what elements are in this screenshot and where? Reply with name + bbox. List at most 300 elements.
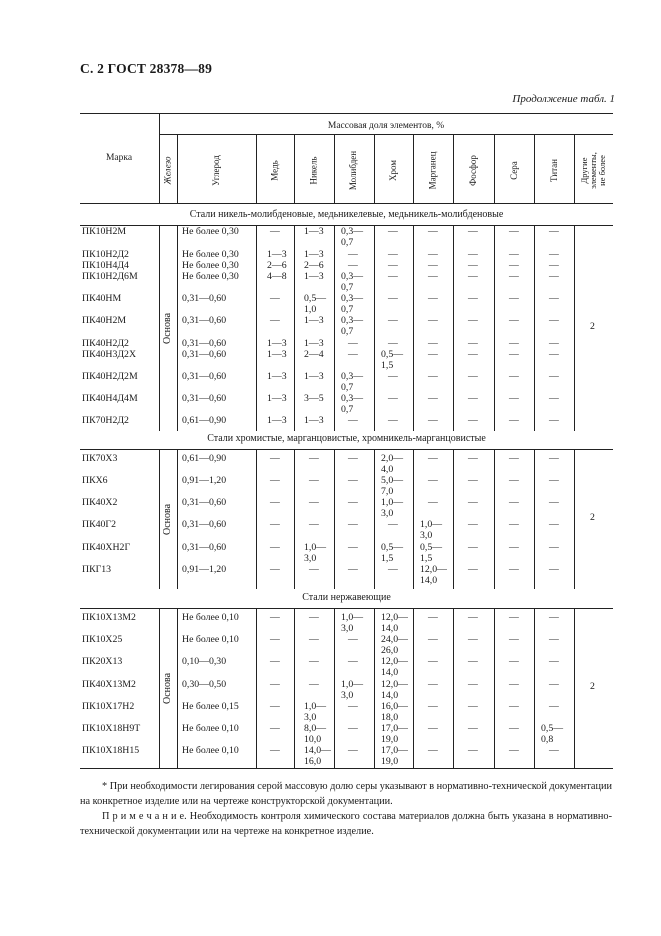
carbon-value: 0,10—0,30 [182,656,227,667]
grade-name: ПКГ13 [82,564,112,575]
molybdenum-value: — [348,745,358,756]
chromium-value: 2,0— 4,0 [381,453,404,476]
carbon-value: 0,31—0,60 [182,349,227,360]
column-divider [334,608,335,768]
copper-value: 1—3 [267,249,287,260]
column-divider [177,225,178,431]
column-divider [574,449,575,589]
sulfur-value: — [509,475,519,486]
grade-name: ПК10Х18Н9Т [82,723,141,734]
chromium-value: 12,0— 14,0 [381,612,408,635]
titanium-value: — [549,475,559,486]
column-header-copper: Медь [269,159,280,181]
phosphorus-value: — [468,338,478,349]
column-divider [256,449,257,589]
carbon-value: Не более 0,15 [182,701,239,712]
molybdenum-value: — [348,260,358,271]
titanium-value: — [549,338,559,349]
manganese-value: — [428,349,438,360]
column-divider [177,608,178,768]
table-bottom-border [80,768,613,769]
molybdenum-value: 0,3— 0,7 [341,393,364,416]
grade-name: ПК40Х13М2 [82,679,136,690]
phosphorus-value: — [468,475,478,486]
nickel-value: 1—3 [304,226,324,237]
nickel-value: 0,5— 1,0 [304,293,327,316]
column-divider [534,449,535,589]
column-divider [256,608,257,768]
carbon-value: 0,31—0,60 [182,293,227,304]
carbon-value: Не более 0,30 [182,226,239,237]
nickel-value: — [309,656,319,667]
column-header-chromium: Хром [388,159,398,181]
header-divider [534,134,535,203]
manganese-value: — [428,679,438,690]
sulfur-value: — [509,701,519,712]
copper-value: 1—3 [267,338,287,349]
manganese-value: — [428,226,438,237]
nickel-value: 2—4 [304,349,324,360]
section-title: Стали хромистые, марганцовистые, хромникель-марганцовистые [207,433,486,444]
copper-value: — [270,293,280,304]
molybdenum-value: — [348,519,358,530]
carbon-value: Не более 0,10 [182,723,239,734]
copper-value: — [270,453,280,464]
chromium-value: 17,0— 19,0 [381,745,408,768]
manganese-value: — [428,701,438,712]
titanium-value: — [549,393,559,404]
chromium-value: 24,0— 26,0 [381,634,408,657]
carbon-value: 0,31—0,60 [182,393,227,404]
grade-name: ПК20Х13 [82,656,123,667]
chromium-value: 0,5— 1,5 [381,349,404,372]
titanium-value: — [549,293,559,304]
continuation-label: Продолжение табл. 1 [512,93,615,105]
sulfur-value: — [509,393,519,404]
molybdenum-value: — [348,542,358,553]
phosphorus-value: — [468,393,478,404]
chromium-value: — [388,293,398,304]
chromium-value: — [388,393,398,404]
molybdenum-value: 0,3— 0,7 [341,315,364,338]
nickel-value: — [309,679,319,690]
nickel-value: — [309,475,319,486]
manganese-value: — [428,497,438,508]
column-divider [256,225,257,431]
column-divider [294,225,295,431]
copper-value: 1—3 [267,393,287,404]
molybdenum-value: 1,0— 3,0 [341,679,364,702]
header-divider [374,134,375,203]
phosphorus-value: — [468,612,478,623]
grade-name: ПК10Х18Н15 [82,745,140,756]
chromium-value: — [388,338,398,349]
column-divider [453,449,454,589]
chromium-value: 12,0— 14,0 [381,656,408,679]
other-elements-value: 2 [590,512,595,523]
grade-name: ПК10Н2М [82,226,127,237]
titanium-value: 0,5— 0,8 [541,723,564,746]
sulfur-value: — [509,745,519,756]
manganese-value: — [428,723,438,734]
chromium-value: — [388,519,398,530]
manganese-value: — [428,371,438,382]
grade-name: ПК40НМ [82,293,122,304]
column-header-marka: Марка [105,153,133,163]
carbon-value: 0,61—0,90 [182,415,227,426]
column-header-molybdenum: Молибден [348,150,359,190]
copper-value: — [270,497,280,508]
nickel-value: 1—3 [304,315,324,326]
manganese-value: — [428,271,438,282]
nickel-value: — [309,634,319,645]
chromium-value: — [388,315,398,326]
chromium-value: 5,0— 7,0 [381,475,404,498]
molybdenum-value: 0,3— 0,7 [341,226,364,249]
molybdenum-value: — [348,497,358,508]
column-header-carbon: Углерод [211,154,221,186]
nickel-value: — [309,453,319,464]
sulfur-value: — [509,564,519,575]
header-divider [334,134,335,203]
manganese-value: — [428,745,438,756]
titanium-value: — [549,349,559,360]
nickel-value: 1—3 [304,271,324,282]
phosphorus-value: — [468,701,478,712]
grade-name: ПК40Н2Д2 [82,338,129,349]
grade-name: ПК10Н4Д4 [82,260,129,271]
table-note: П р и м е ч а н и е. Необходимость контроля химического состава материалов должна быть указана в нормативно-технической документации или на чертеже на конкретное изделие. [80,811,612,837]
column-header-sulfur: Сера [508,160,519,180]
column-divider [334,225,335,431]
carbon-value: 0,91—1,20 [182,564,227,575]
column-header-phosphorus: Фосфор [468,154,478,186]
column-divider [574,225,575,431]
chromium-value: 12,0— 14,0 [381,679,408,702]
section-title: Стали никель-молибденовые, медьникелевые, медьникель-молибденовые [189,209,504,220]
titanium-value: — [549,315,559,326]
phosphorus-value: — [468,315,478,326]
nickel-value: — [309,564,319,575]
carbon-value: Не более 0,10 [182,745,239,756]
molybdenum-value: 0,3— 0,7 [341,271,364,294]
grade-name: ПК40Х2 [82,497,118,508]
column-header-titanium: Титан [548,158,559,182]
column-divider [374,608,375,768]
phosphorus-value: — [468,656,478,667]
titanium-value: — [549,415,559,426]
molybdenum-value: — [348,656,358,667]
nickel-value: 1—3 [304,338,324,349]
sulfur-value: — [509,634,519,645]
molybdenum-value: 0,3— 0,7 [341,371,364,394]
column-divider [494,608,495,768]
grade-name: ПК40Н2М [82,315,127,326]
phosphorus-value: — [468,349,478,360]
chromium-value: 16,0— 18,0 [381,701,408,724]
manganese-value: — [428,612,438,623]
phosphorus-value: — [468,519,478,530]
chromium-value: — [388,249,398,260]
manganese-value: — [428,656,438,667]
copper-value: — [270,475,280,486]
molybdenum-value: 0,3— 0,7 [341,293,364,316]
chromium-value: 17,0— 19,0 [381,723,408,746]
sulfur-value: — [509,497,519,508]
titanium-value: — [549,564,559,575]
column-divider [374,449,375,589]
column-header-other: Другие элементы, не более [579,151,608,189]
column-divider [534,225,535,431]
copper-value: — [270,519,280,530]
other-elements-value: 2 [590,321,595,332]
header-divider [256,134,257,203]
header-bottom-border [80,203,613,204]
phosphorus-value: — [468,564,478,575]
carbon-value: 0,31—0,60 [182,519,227,530]
titanium-value: — [549,260,559,271]
grade-name: ПК10Х17Н2 [82,701,135,712]
group-header-border [159,134,613,135]
chromium-value: 0,5— 1,5 [381,542,404,565]
sulfur-value: — [509,723,519,734]
manganese-value: — [428,415,438,426]
sulfur-value: — [509,249,519,260]
grade-name: ПК10Х13М2 [82,612,136,623]
nickel-value: — [309,497,319,508]
molybdenum-value: 1,0— 3,0 [341,612,364,635]
page-header: С. 2 ГОСТ 28378—89 [80,61,213,76]
molybdenum-value: — [348,723,358,734]
grade-name: ПКХ6 [82,475,108,486]
copper-value: — [270,226,280,237]
sulfur-value: — [509,315,519,326]
column-divider [494,449,495,589]
copper-value: — [270,315,280,326]
copper-value: 1—3 [267,415,287,426]
column-divider [453,608,454,768]
manganese-value: — [428,315,438,326]
grade-name: ПК70Х3 [82,453,118,464]
phosphorus-value: — [468,260,478,271]
grade-name: ПК40Г2 [82,519,116,530]
manganese-value: — [428,249,438,260]
molybdenum-value: — [348,564,358,575]
column-header-nickel: Никель [308,155,319,185]
nickel-value: 1,0— 3,0 [304,542,327,565]
chromium-value: 1,0— 3,0 [381,497,404,520]
carbon-value: Не более 0,10 [182,634,239,645]
copper-value: — [270,723,280,734]
copper-value: — [270,634,280,645]
titanium-value: — [549,656,559,667]
sulfur-value: — [509,338,519,349]
titanium-value: — [549,249,559,260]
other-elements-value: 2 [590,681,595,692]
manganese-value: — [428,393,438,404]
iron-base-label: Основа [162,503,174,535]
header-divider [494,134,495,203]
grade-name: ПК40Н4Д4М [82,393,138,404]
sulfur-value: — [509,679,519,690]
carbon-value: 0,31—0,60 [182,371,227,382]
molybdenum-value: — [348,349,358,360]
column-divider [494,225,495,431]
titanium-value: — [549,271,559,282]
nickel-value: 8,0— 10,0 [304,723,327,746]
column-header-manganese: Марганец [427,151,438,189]
nickel-value: 1,0— 3,0 [304,701,327,724]
carbon-value: Не более 0,30 [182,260,239,271]
nickel-value: 1—3 [304,415,324,426]
titanium-value: — [549,701,559,712]
chromium-value: — [388,415,398,426]
molybdenum-value: — [348,249,358,260]
chromium-value: — [388,271,398,282]
manganese-value: 0,5— 1,5 [420,542,443,565]
grade-name: ПК40Н2Д2М [82,371,138,382]
header-divider [453,134,454,203]
phosphorus-value: — [468,634,478,645]
grade-name: ПК70Н2Д2 [82,415,129,426]
column-divider [334,449,335,589]
sulfur-value: — [509,271,519,282]
iron-base-label: Основа [162,312,174,344]
column-divider [453,225,454,431]
column-divider [413,225,414,431]
phosphorus-value: — [468,293,478,304]
copper-value: — [270,745,280,756]
copper-value: 2—6 [267,260,287,271]
column-divider [374,225,375,431]
header-divider [574,134,575,203]
header-divider [413,134,414,203]
column-group-header: Массовая доля элементов, % [327,121,445,131]
molybdenum-value: — [348,475,358,486]
footnote: * При необходимости легирования серой массовую долю серы указывают в нормативно-технической документации на конкретное изделие или на чертеже конструкторской документации. [80,781,612,807]
titanium-value: — [549,612,559,623]
column-divider [534,608,535,768]
sulfur-value: — [509,656,519,667]
molybdenum-value: — [348,634,358,645]
sulfur-value: — [509,415,519,426]
manganese-value: — [428,453,438,464]
chromium-value: — [388,260,398,271]
manganese-value: 12,0— 14,0 [420,564,447,587]
titanium-value: — [549,519,559,530]
copper-value: — [270,612,280,623]
copper-value: — [270,679,280,690]
sulfur-value: — [509,453,519,464]
titanium-value: — [549,542,559,553]
nickel-value: — [309,519,319,530]
carbon-value: Не более 0,30 [182,271,239,282]
manganese-value: — [428,475,438,486]
titanium-value: — [549,745,559,756]
section-title: Стали нержавеющие [302,592,391,603]
phosphorus-value: — [468,371,478,382]
copper-value: — [270,656,280,667]
header-divider [294,134,295,203]
header-divider [177,134,178,203]
carbon-value: 0,31—0,60 [182,542,227,553]
carbon-value: 0,91—1,20 [182,475,227,486]
carbon-value: Не более 0,30 [182,249,239,260]
grade-name: ПК10Н2Д2 [82,249,129,260]
copper-value: — [270,701,280,712]
sulfur-value: — [509,612,519,623]
copper-value: — [270,564,280,575]
nickel-value: 3—5 [304,393,324,404]
column-divider [294,449,295,589]
titanium-value: — [549,634,559,645]
carbon-value: 0,31—0,60 [182,315,227,326]
molybdenum-value: — [348,415,358,426]
molybdenum-value: — [348,453,358,464]
sulfur-value: — [509,293,519,304]
iron-base-label: Основа [162,672,174,704]
copper-value: — [270,542,280,553]
column-divider [177,449,178,589]
titanium-value: — [549,497,559,508]
molybdenum-value: — [348,338,358,349]
grade-name: ПК40ХН2Г [82,542,131,553]
phosphorus-value: — [468,415,478,426]
carbon-value: 0,31—0,60 [182,497,227,508]
titanium-value: — [549,453,559,464]
carbon-value: 0,30—0,50 [182,679,227,690]
manganese-value: 1,0— 3,0 [420,519,443,542]
carbon-value: 0,31—0,60 [182,338,227,349]
phosphorus-value: — [468,542,478,553]
phosphorus-value: — [468,226,478,237]
chromium-value: — [388,226,398,237]
copper-value: 1—3 [267,371,287,382]
column-divider [413,449,414,589]
sulfur-value: — [509,260,519,271]
nickel-value: 1—3 [304,371,324,382]
phosphorus-value: — [468,453,478,464]
sulfur-value: — [509,371,519,382]
manganese-value: — [428,338,438,349]
grade-name: ПК40Н3Д2Х [82,349,137,360]
phosphorus-value: — [468,679,478,690]
phosphorus-value: — [468,745,478,756]
manganese-value: — [428,634,438,645]
copper-value: 1—3 [267,349,287,360]
sulfur-value: — [509,519,519,530]
manganese-value: — [428,260,438,271]
titanium-value: — [549,371,559,382]
nickel-value: 2—6 [304,260,324,271]
phosphorus-value: — [468,497,478,508]
titanium-value: — [549,226,559,237]
sulfur-value: — [509,542,519,553]
chromium-value: — [388,564,398,575]
molybdenum-value: — [348,701,358,712]
nickel-value: 1—3 [304,249,324,260]
chromium-value: — [388,371,398,382]
copper-value: 4—8 [267,271,287,282]
column-header-iron: Железо [162,156,173,184]
grade-name: ПК10Х25 [82,634,123,645]
sulfur-value: — [509,349,519,360]
column-divider [574,608,575,768]
phosphorus-value: — [468,249,478,260]
phosphorus-value: — [468,271,478,282]
grade-name: ПК10Н2Д6М [82,271,138,282]
titanium-value: — [549,679,559,690]
